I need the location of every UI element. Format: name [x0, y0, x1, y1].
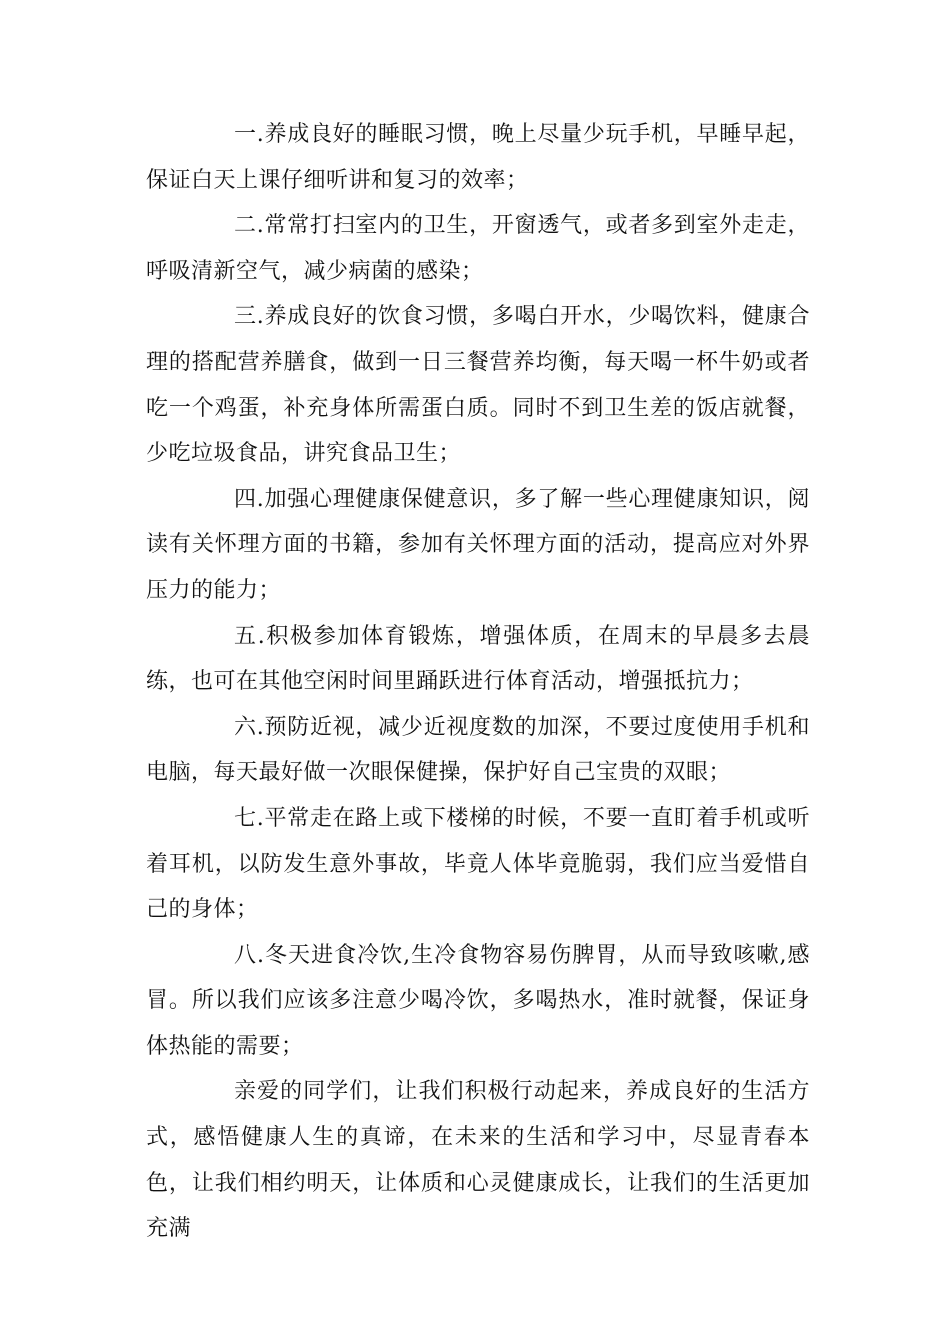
paragraph-1: 一.养成良好的睡眠习惯，晚上尽量少玩手机，早睡早起，保证白天上课仔细听讲和复习的效率； — [146, 122, 810, 193]
paragraph-3: 三.养成良好的饮食习惯，多喝白开水，少喝饮料，健康合理的搭配营养膳食，做到一日三餐营养均衡，每天喝一杯牛奶或者吃一个鸡蛋，补充身体所需蛋白质。同时不到卫生差的饭店就餐，少吃垃圾食品，讲究食品卫生； — [146, 304, 810, 467]
paragraph-9: 亲爱的同学们，让我们积极行动起来，养成良好的生活方式，感悟健康人生的真谛，在未来的生活和学习中，尽显青春本色，让我们相约明天，让体质和心灵健康成长，让我们的生活更加充满 — [146, 1079, 810, 1242]
paragraph-2: 二.常常打扫室内的卫生，开窗透气，或者多到室外走走，呼吸清新空气，减少病菌的感染； — [146, 213, 810, 284]
paragraph-6: 六.预防近视，减少近视度数的加深，不要过度使用手机和电脑，每天最好做一次眼保健操，保护好自己宝贵的双眼； — [146, 714, 810, 786]
paragraph-5: 五.积极参加体育锻炼，增强体质，在周末的早晨多去晨练，也可在其他空闲时间里踊跃进行体育活动，增强抵抗力； — [146, 623, 810, 695]
paragraph-8: 八.冬天进食冷饮,生冷食物容易伤脾胃，从而导致咳嗽,感冒。所以我们应该多注意少喝冷饮，多喝热水，准时就餐，保证身体热能的需要； — [146, 942, 810, 1059]
paragraph-4: 四.加强心理健康保健意识，多了解一些心理健康知识，阅读有关怀理方面的书籍，参加有关怀理方面的活动，提高应对外界压力的能力； — [146, 486, 810, 603]
paragraph-7: 七.平常走在路上或下楼梯的时候，不要一直盯着手机或听着耳机，以防发生意外事故，毕竟人体毕竟脆弱，我们应当爱惜自己的身体； — [146, 805, 810, 923]
document-body — [146, 112, 810, 1252]
